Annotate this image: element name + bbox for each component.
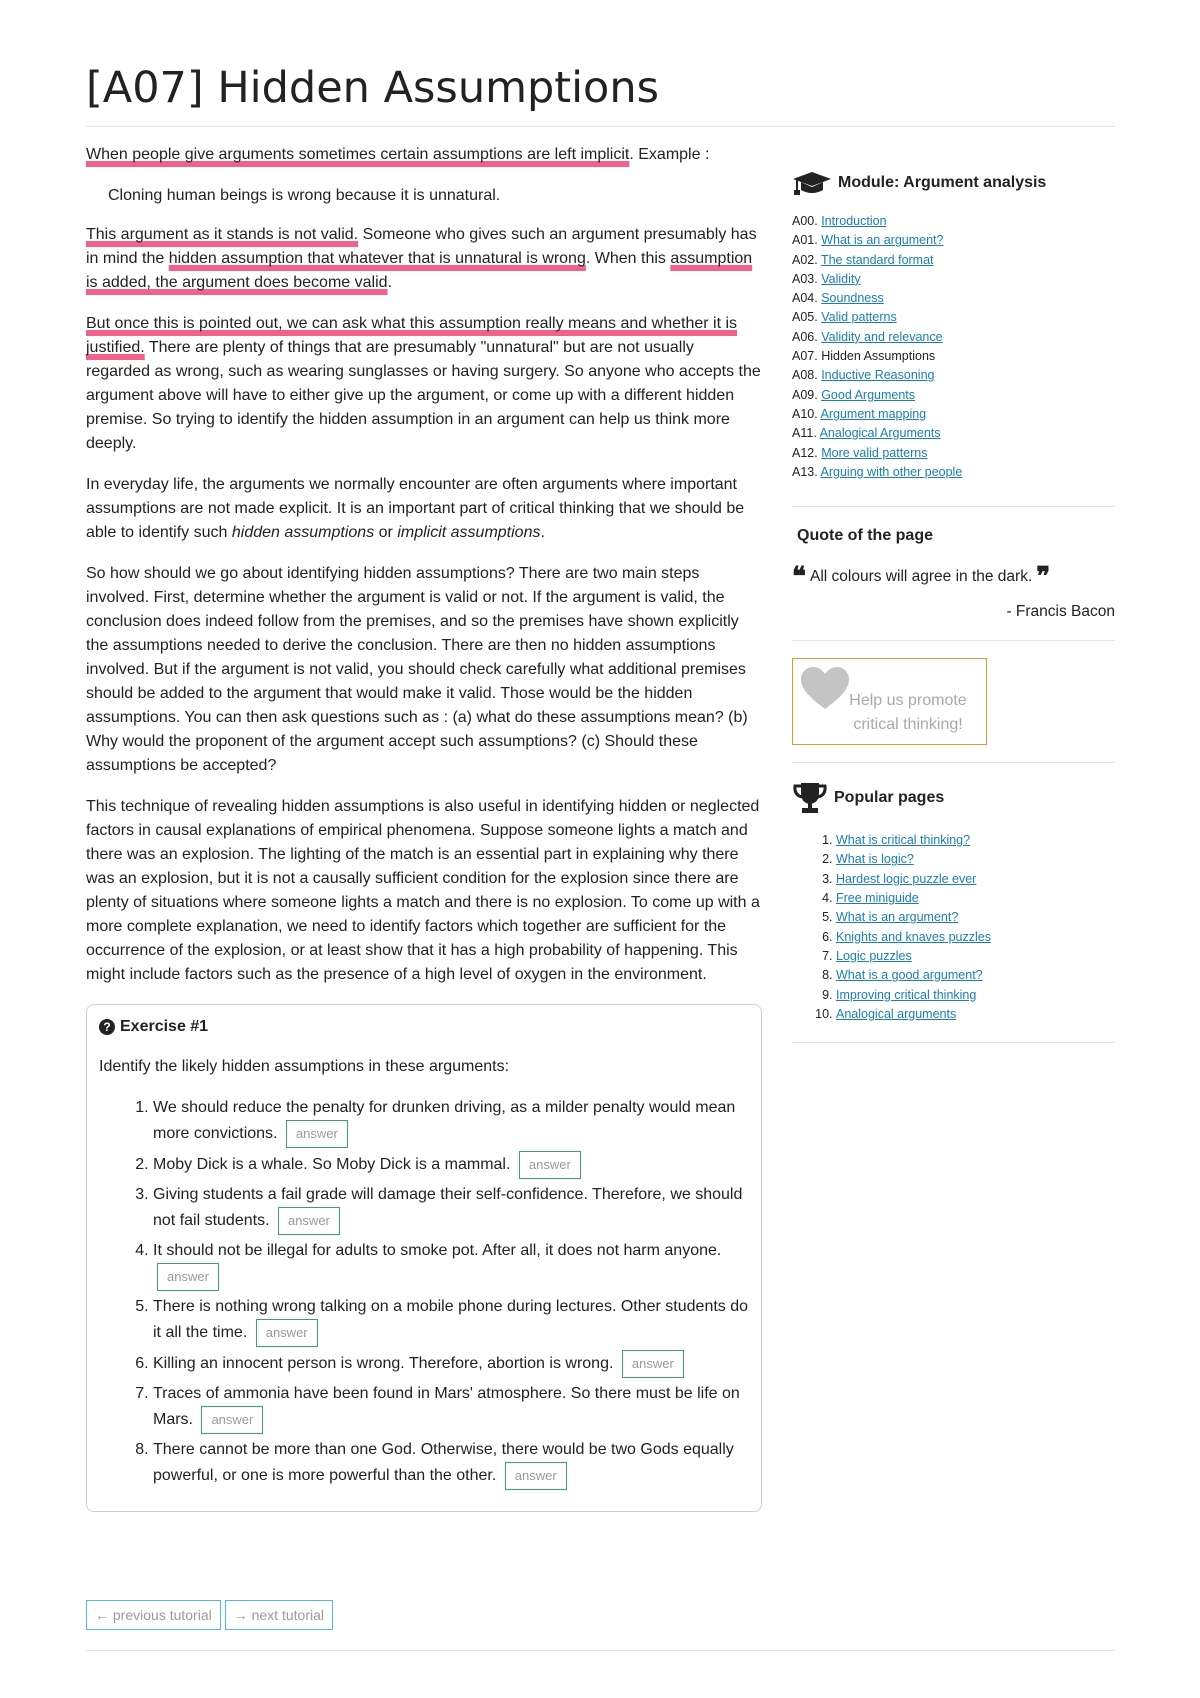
popular-item bbox=[836, 850, 1115, 869]
exercise-item-text: Traces of ammonia have been found in Mars' atmosphere. So there must be life on Mars. bbox=[153, 1385, 740, 1429]
module-code: A00. bbox=[792, 214, 818, 228]
popular-link[interactable]: What is logic? bbox=[836, 852, 914, 867]
answer-button[interactable]: answer bbox=[201, 1406, 263, 1434]
quote-text: All colours will agree in the dark. bbox=[810, 568, 1033, 586]
module-link[interactable]: Validity bbox=[821, 271, 861, 286]
paragraph-5: So how should we go about identifying hidden assumptions? There are two main steps involved. First, determine whether the argument is valid or not. If the argument is valid, the conclusion does indeed follow from the premises, and so the premises have shown explicitly the assumptions needed to derive the conclusion. There are then no hidden assumptions involved. But if the argument is not valid, you should check carefully what additional premises should be added to the argument that would make it valid. Those would be the hidden assumptions. You can then ask questions such as : (a) what do these assumptions mean? (b) Why would the proponent of the argument accept such assumptions? (c) Should these assumptions be accepted? bbox=[86, 565, 748, 774]
answer-button[interactable]: answer bbox=[519, 1151, 581, 1179]
popular-item bbox=[836, 870, 1115, 889]
module-item bbox=[792, 328, 1115, 347]
module-item bbox=[792, 405, 1115, 424]
next-label: next tutorial bbox=[251, 1607, 324, 1623]
module-code: A12. bbox=[792, 445, 818, 460]
module-item bbox=[792, 366, 1115, 385]
popular-section bbox=[792, 781, 1115, 1024]
module-link[interactable]: Validity and relevance bbox=[821, 329, 943, 344]
previous-tutorial-button[interactable] bbox=[86, 1600, 221, 1630]
exercise-list bbox=[99, 1095, 749, 1490]
quote-title: Quote of the page bbox=[797, 527, 933, 545]
sidebar-divider bbox=[792, 506, 1115, 507]
module-link[interactable]: Arguing with other people bbox=[820, 464, 963, 479]
sidebar-divider bbox=[792, 762, 1115, 763]
answer-button[interactable]: answer bbox=[505, 1462, 567, 1490]
exercise-intro: Identify the likely hidden assumptions in these arguments: bbox=[99, 1058, 510, 1075]
module-code: A04. bbox=[792, 291, 818, 306]
sidebar-divider bbox=[792, 640, 1115, 641]
popular-item bbox=[836, 889, 1115, 908]
popular-item bbox=[836, 947, 1115, 966]
module-list bbox=[792, 212, 1115, 482]
title-divider bbox=[86, 126, 1115, 127]
highlight: But once this is pointed out, we can ask what this assumption really means and whether it is justified. bbox=[86, 315, 738, 356]
popular-link[interactable]: What is critical thinking? bbox=[836, 833, 971, 848]
exercise-item bbox=[153, 1182, 749, 1235]
popular-link[interactable]: Free miniguide bbox=[836, 891, 919, 906]
module-item bbox=[792, 212, 1115, 231]
module-code: A03. bbox=[792, 271, 818, 286]
exercise-item bbox=[153, 1095, 749, 1148]
module-item bbox=[792, 444, 1115, 463]
text: Someone who gives such an argument presumably has in mind the bbox=[86, 226, 757, 267]
highlight: assumption is added, the argument does become valid bbox=[86, 250, 753, 291]
module-link[interactable]: More valid patterns bbox=[821, 445, 928, 460]
popular-item bbox=[836, 966, 1115, 985]
module-link[interactable]: Introduction bbox=[821, 214, 887, 228]
popular-item bbox=[836, 986, 1115, 1005]
exercise-item bbox=[153, 1437, 749, 1490]
paragraph-6: This technique of revealing hidden assumptions is also useful in identifying hidden or neglected factors in causal explanations of empirical phenomena. Suppose someone lights a match and there was an explosion. The lighting of the match is an essential part in explaining why there was an explosion, but it is not a causally sufficient condition for the explosion since there are plenty of situations where someone lights a match and there is no explosion. To come up with a more complete explanation, we need to identify factors which together are sufficient for the occurrence of the explosion, or at least show that it has a high probability of happening. This might include factors such as the presence of a high level of oxygen in the environment. bbox=[86, 798, 760, 983]
exercise-item-text: Giving students a fail grade will damage their self-confidence. Therefore, we should not fail students. bbox=[153, 1186, 743, 1230]
sidebar-divider bbox=[792, 1042, 1115, 1043]
module-code: A13. bbox=[792, 464, 818, 479]
exercise-item-text: There is nothing wrong talking on a mobile phone during lectures. Other students do it all the time. bbox=[153, 1298, 749, 1342]
popular-link[interactable]: Analogical arguments bbox=[836, 1006, 957, 1021]
tutorial-nav bbox=[86, 1600, 333, 1630]
emphasis: hidden assumptions bbox=[231, 524, 375, 541]
popular-link[interactable]: Knights and knaves puzzles bbox=[836, 929, 991, 944]
exercise-title bbox=[99, 1015, 749, 1039]
module-item bbox=[792, 424, 1115, 443]
trophy-icon bbox=[792, 781, 828, 815]
text: In everyday life, the arguments we normally encounter are often arguments where important assumptions are not made explicit. It is an important part of critical thinking that we should be able to identify such bbox=[86, 476, 745, 541]
exercise-box bbox=[86, 1004, 762, 1512]
exercise-item-text: There cannot be more than one God. Otherwise, there would be two Gods equally powerful, or one is more powerful than the other. bbox=[153, 1441, 734, 1485]
popular-item bbox=[836, 831, 1115, 850]
exercise-item bbox=[153, 1294, 749, 1347]
popular-item bbox=[836, 1005, 1115, 1024]
module-link[interactable]: What is an argument? bbox=[821, 233, 944, 248]
popular-item bbox=[836, 908, 1115, 927]
module-code: A05. bbox=[792, 310, 818, 325]
highlight: This argument as it stands is not valid. bbox=[86, 226, 359, 243]
module-code: A02. bbox=[792, 252, 818, 267]
promo-section bbox=[792, 658, 1115, 745]
example-argument: Cloning human beings is wrong because it is unnatural. bbox=[108, 187, 501, 204]
promo-text: Help us promote critical thinking! bbox=[849, 692, 967, 734]
module-link[interactable]: Valid patterns bbox=[821, 310, 897, 325]
text: . When this bbox=[585, 250, 671, 267]
paragraph-3 bbox=[86, 312, 762, 456]
exercise-item-text: We should reduce the penalty for drunken driving, as a milder penalty would mean more convictions. bbox=[153, 1099, 736, 1143]
module-link[interactable]: Analogical Arguments bbox=[819, 426, 941, 441]
next-tutorial-button[interactable] bbox=[225, 1600, 333, 1630]
footer-divider bbox=[86, 1650, 1115, 1651]
popular-link[interactable]: Logic puzzles bbox=[836, 948, 912, 963]
module-code: A01. bbox=[792, 233, 818, 248]
text: There are plenty of things that are presumably "unnatural" but are not usually regarded as wrong, such as wearing sunglasses or having surgery. So anyone who accepts the argument above will have to either give up the argument, or come up with a different hidden premise. So trying to identify the hidden assumption in an argument can help us think more deeply. bbox=[86, 339, 761, 452]
paragraph-4 bbox=[86, 473, 762, 545]
module-code: A06. bbox=[792, 329, 818, 344]
exercise-item bbox=[153, 1381, 749, 1434]
highlight: hidden assumption that whatever that is unnatural is wrong bbox=[168, 250, 586, 267]
module-link[interactable]: Argument mapping bbox=[820, 406, 927, 421]
exercise-title-text: Exercise #1 bbox=[120, 1018, 209, 1035]
answer-button[interactable]: answer bbox=[622, 1350, 684, 1378]
module-item bbox=[792, 347, 1115, 366]
module-item bbox=[792, 308, 1115, 327]
question-circle-icon: ? bbox=[99, 1019, 115, 1035]
page-title: [A07] Hidden Assumptions bbox=[86, 63, 660, 113]
module-code: A07. bbox=[792, 349, 818, 364]
quote-open-icon: ❝ bbox=[792, 562, 806, 593]
paragraph-1 bbox=[86, 143, 762, 167]
popular-link[interactable]: What is an argument? bbox=[836, 910, 959, 925]
popular-heading bbox=[792, 781, 1115, 815]
popular-link[interactable]: What is a good argument? bbox=[836, 968, 983, 983]
quote-section bbox=[792, 527, 1115, 621]
article bbox=[86, 143, 762, 1512]
quote-close-icon: ❞ bbox=[1036, 562, 1051, 593]
promo-button[interactable] bbox=[792, 658, 987, 745]
exercise-item-text: It should not be illegal for adults to smoke pot. After all, it does not harm anyone. bbox=[153, 1242, 722, 1259]
previous-label: previous tutorial bbox=[112, 1607, 212, 1623]
emphasis: implicit assumptions bbox=[397, 524, 541, 541]
module-link[interactable]: The standard format bbox=[820, 252, 934, 267]
module-item bbox=[792, 463, 1115, 482]
module-link[interactable]: Soundness bbox=[821, 291, 884, 306]
exercise-item-text: Killing an innocent person is wrong. Therefore, abortion is wrong. bbox=[153, 1355, 614, 1373]
module-code: A10. bbox=[792, 406, 818, 421]
popular-item bbox=[836, 928, 1115, 947]
module-link[interactable]: Good Arguments bbox=[821, 387, 916, 402]
text: . Example : bbox=[629, 146, 710, 163]
exercise-item bbox=[153, 1151, 749, 1179]
exercise-item bbox=[153, 1350, 749, 1378]
text: or bbox=[374, 524, 398, 541]
module-link[interactable]: Inductive Reasoning bbox=[821, 368, 935, 383]
popular-title: Popular pages bbox=[834, 789, 945, 807]
exercise-item bbox=[153, 1238, 749, 1291]
text: . bbox=[387, 274, 392, 291]
module-code: A09. bbox=[792, 387, 818, 402]
quote bbox=[792, 562, 1115, 593]
quote-author: - Francis Bacon bbox=[1006, 603, 1115, 621]
answer-button[interactable]: answer bbox=[157, 1263, 219, 1291]
popular-list bbox=[792, 831, 1115, 1024]
graduation-cap-icon bbox=[792, 170, 832, 196]
arrow-right-icon: → bbox=[233, 1607, 252, 1623]
popular-link[interactable]: Improving critical thinking bbox=[836, 987, 977, 1002]
sidebar bbox=[792, 170, 1115, 1043]
module-item bbox=[792, 231, 1115, 250]
answer-button[interactable]: answer bbox=[278, 1207, 340, 1235]
module-code: A08. bbox=[792, 368, 818, 383]
popular-link[interactable]: Hardest logic puzzle ever bbox=[836, 871, 977, 886]
module-item bbox=[792, 251, 1115, 270]
module-item bbox=[792, 386, 1115, 405]
module-item bbox=[792, 270, 1115, 289]
highlight: When people give arguments sometimes certain assumptions are left implicit bbox=[86, 146, 630, 163]
text: . bbox=[540, 524, 545, 541]
module-heading bbox=[792, 170, 1115, 196]
exercise-item-text: Moby Dick is a whale. So Moby Dick is a mammal. bbox=[153, 1156, 511, 1174]
module-current: Hidden Assumptions bbox=[821, 349, 936, 364]
paragraph-2 bbox=[86, 223, 762, 295]
answer-button[interactable]: answer bbox=[286, 1120, 348, 1148]
arrow-left-icon: ← bbox=[95, 1607, 113, 1623]
module-code: A11. bbox=[792, 426, 817, 441]
answer-button[interactable]: answer bbox=[256, 1319, 318, 1347]
module-item bbox=[792, 289, 1115, 308]
module-title: Module: Argument analysis bbox=[838, 174, 1047, 191]
